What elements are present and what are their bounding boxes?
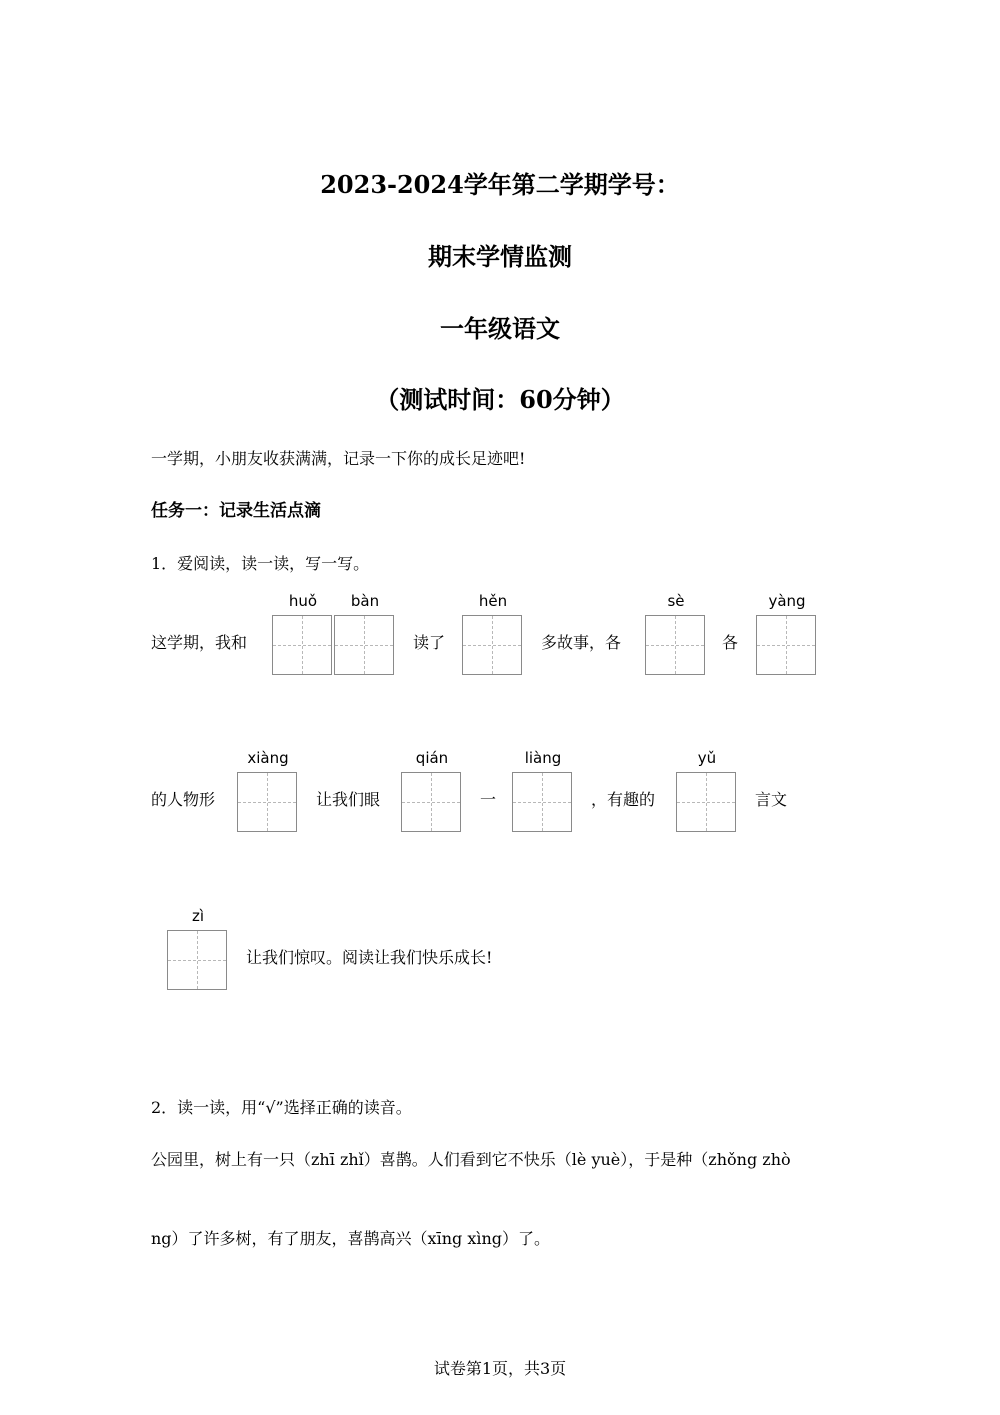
pinyin-label: yǔ <box>697 749 717 767</box>
pinyin-label: yàng <box>768 592 806 610</box>
q1-row3-text1: 让我们惊叹。阅读让我们快乐成长! <box>246 948 493 967</box>
q1-row2-text4: ，有趣的 <box>591 790 656 809</box>
pinyin-label: liàng <box>524 749 562 767</box>
pinyin-label: zì <box>191 907 205 925</box>
exam-title-line3: 一年级语文 <box>440 314 560 343</box>
q1-row2-text1: 的人物形 <box>151 790 216 809</box>
writing-grid-box[interactable] <box>462 615 522 675</box>
task1-heading: 任务一：记录生活点滴 <box>151 501 321 521</box>
q1-row2-text2: 让我们眼 <box>316 790 381 809</box>
writing-grid-box[interactable] <box>272 615 332 675</box>
writing-grid-box[interactable] <box>512 772 572 832</box>
writing-grid-box[interactable] <box>237 772 297 832</box>
intro-text: 一学期，小朋友收获满满，记录一下你的成长足迹吧! <box>151 449 526 468</box>
writing-grid-box[interactable] <box>756 615 816 675</box>
q2-passage-line2: ng）了许多树，有了朋友，喜鹊高兴（xīng xìng）了。 <box>151 1229 551 1248</box>
q1-row1-text2: 读了 <box>413 633 446 652</box>
writing-grid-box[interactable] <box>334 615 394 675</box>
writing-grid-box[interactable] <box>401 772 461 832</box>
pinyin-label: qián <box>415 749 449 767</box>
writing-grid-box[interactable] <box>676 772 736 832</box>
pinyin-label: sè <box>667 592 685 610</box>
q1-row1-text4: 各 <box>722 633 739 652</box>
q1-row2-text5: 言文 <box>755 790 788 809</box>
q1-row2-text3: 一 <box>480 790 497 809</box>
exam-title-line2: 期末学情监测 <box>428 242 572 271</box>
pinyin-label: xiàng <box>247 749 289 767</box>
pinyin-label: huǒ <box>288 592 318 610</box>
exam-title-line1: 2023-2024学年第二学期学号： <box>320 170 680 199</box>
exam-time-limit: （测试时间：60分钟） <box>375 385 625 414</box>
q2-passage-line1: 公园里，树上有一只（zhī zhǐ）喜鹊。人们看到它不快乐（lè yuè），于是种（zhǒng zhò <box>151 1150 791 1169</box>
writing-grid-box[interactable] <box>167 930 227 990</box>
pinyin-label: bàn <box>350 592 380 610</box>
q1-row1-text1: 这学期，我和 <box>151 633 248 652</box>
q2-prompt: 2．读一读，用“√”选择正确的读音。 <box>151 1098 412 1117</box>
writing-grid-box[interactable] <box>645 615 705 675</box>
q1-prompt: 1．爱阅读，读一读，写一写。 <box>151 554 370 573</box>
pinyin-label: hěn <box>478 592 508 610</box>
page-footer: 试卷第1页，共3页 <box>433 1359 567 1378</box>
q1-row1-text3: 多故事，各 <box>541 633 622 652</box>
